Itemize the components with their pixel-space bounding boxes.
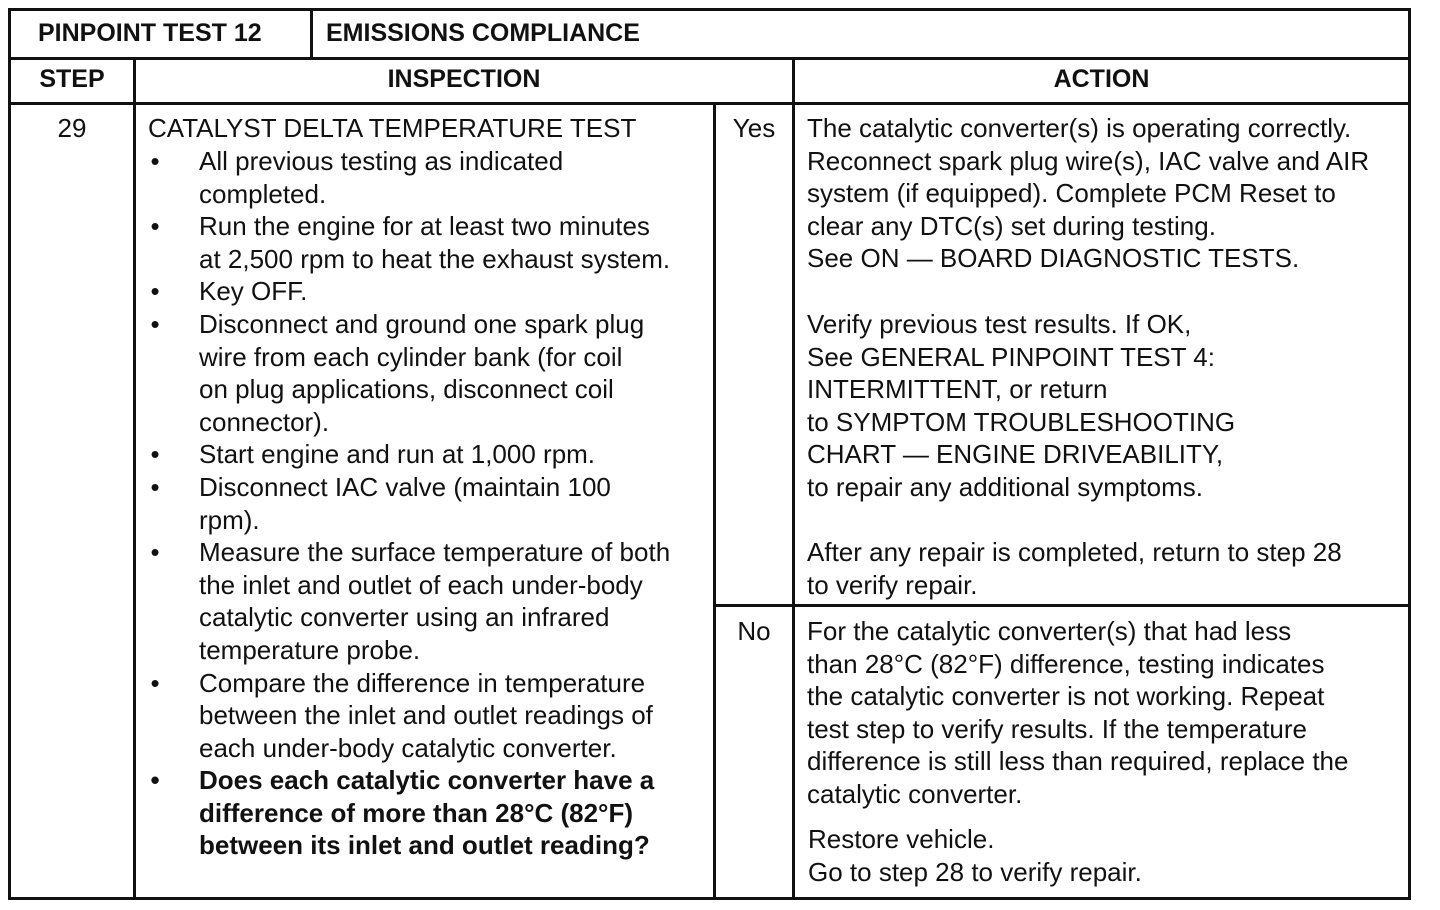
action-line: See GENERAL PINPOINT TEST 4: — [807, 341, 1215, 372]
inspection-title: CATALYST DELTA TEMPERATURE TEST — [148, 113, 637, 143]
inspection-bullet-item — [149, 308, 670, 438]
yes-label: Yes — [732, 113, 776, 143]
action-line: The catalytic converter(s) is operating correctly. — [807, 113, 1352, 143]
inspection-bullet-item — [149, 667, 670, 765]
yes-action-paragraph — [807, 536, 1342, 601]
inspection-bullet-item — [149, 536, 670, 666]
action-line: See ON — BOARD DIAGNOSTIC TESTS. — [807, 243, 1300, 274]
action-line: than 28°C (82°F) difference, testing indicates — [807, 648, 1325, 679]
action-line: Go to step 28 to verify repair. — [808, 856, 1142, 887]
inspection-bullet-item — [149, 471, 670, 536]
inspection-bullet-line: on plug applications, disconnect coil — [199, 374, 614, 405]
inspection-bullet-item — [149, 210, 670, 275]
no-label: No — [737, 616, 771, 646]
inspection-bullet-line: Compare the difference in temperature — [199, 667, 646, 698]
yes-no-divider — [713, 604, 1411, 607]
inspection-bullet-line: between the inlet and outlet readings of — [199, 700, 653, 731]
inspection-bullet-line: at 2,500 rpm to heat the exhaust system. — [199, 243, 671, 274]
action-line: Restore vehicle. — [808, 824, 995, 854]
bullet-glyph: • — [150, 765, 160, 796]
inspection-bullet-item — [149, 145, 670, 210]
inspection-bullet-line: completed. — [199, 178, 327, 209]
inspection-bullet-line: catalytic converter using an infrared — [199, 602, 610, 633]
action-line: test step to verify results. If the temperature — [807, 713, 1307, 744]
inspection-bullet-line: Measure the surface temperature of both — [199, 537, 671, 568]
action-line: to repair any additional symptoms. — [807, 471, 1203, 502]
step-column-divider — [133, 57, 136, 900]
inspection-bullet-line: Does each catalytic converter have a — [199, 765, 655, 796]
action-line: CHART — ENGINE DRIVEABILITY, — [807, 439, 1224, 470]
inspection-bullet-list — [149, 145, 670, 862]
bullet-glyph: • — [150, 537, 160, 568]
inspection-bullet-line: Run the engine for at least two minutes — [199, 211, 650, 242]
answer-column-divider — [713, 102, 716, 900]
inspection-bullet-line: temperature probe. — [199, 634, 421, 665]
inspection-bullet-line: connector). — [199, 406, 330, 437]
action-line: After any repair is completed, return to step 28 — [807, 537, 1342, 567]
inspection-bullet-line: Disconnect and ground one spark plug — [199, 308, 645, 339]
table-bottom-border — [8, 897, 1411, 900]
inspection-bullet-line: All previous testing as indicated — [199, 146, 564, 176]
bullet-glyph: • — [150, 471, 160, 502]
column-header-action: ACTION — [1053, 65, 1150, 93]
action-line: difference is still less than required, replace the — [807, 746, 1349, 777]
action-line: catalytic converter. — [807, 778, 1023, 809]
inspection-bullet-line: each under-body catalytic converter. — [199, 732, 617, 763]
bullet-glyph: • — [150, 667, 160, 698]
no-action-paragraph — [807, 615, 1348, 811]
inspection-bullet-line: between its inlet and outlet reading? — [199, 830, 650, 861]
yes-action-paragraph — [807, 308, 1235, 504]
bullet-glyph: • — [150, 308, 160, 339]
inspection-bullet-line: Disconnect IAC valve (maintain 100 — [199, 471, 611, 502]
test-name: EMISSIONS COMPLIANCE — [326, 19, 640, 47]
bullet-glyph: • — [150, 439, 160, 470]
action-line: the catalytic converter is not working. Repeat — [807, 681, 1325, 712]
action-line: clear any DTC(s) set during testing. — [807, 210, 1216, 241]
header-divider — [8, 57, 1411, 60]
inspection-bullet-item — [149, 764, 670, 862]
action-line: to verify repair. — [807, 569, 978, 600]
bullet-glyph: • — [150, 276, 160, 307]
inspection-bullet-line: difference of more than 28°C (82°F) — [199, 797, 633, 828]
step-number: 29 — [57, 113, 87, 143]
bullet-glyph: • — [150, 146, 160, 176]
column-header-divider — [8, 102, 1411, 105]
table-right-border — [1408, 8, 1411, 900]
inspection-bullet-line: wire from each cylinder bank (for coil — [199, 341, 623, 372]
column-header-step: STEP — [39, 65, 105, 93]
inspection-bullet-item — [149, 275, 670, 308]
action-column-divider — [792, 57, 795, 900]
test-id: PINPOINT TEST 12 — [38, 19, 262, 47]
title-divider — [310, 8, 313, 60]
inspection-bullet-line: rpm). — [199, 504, 260, 535]
inspection-bullet-line: Key OFF. — [199, 276, 308, 307]
inspection-bullet-item — [149, 438, 670, 471]
action-line: Reconnect spark plug wire(s), IAC valve and AIR — [807, 145, 1370, 176]
no-action-paragraph — [808, 823, 1142, 888]
action-line: system (if equipped). Complete PCM Reset to — [807, 178, 1336, 209]
action-line: For the catalytic converter(s) that had less — [807, 616, 1292, 646]
action-line: INTERMITTENT, or return — [807, 374, 1108, 405]
inspection-bullet-line: Start engine and run at 1,000 rpm. — [199, 439, 596, 470]
action-line: Verify previous test results. If OK, — [807, 309, 1192, 339]
column-header-inspection: INSPECTION — [387, 65, 541, 93]
inspection-bullet-line: the inlet and outlet of each under-body — [199, 569, 643, 600]
table-top-border — [8, 8, 1411, 11]
action-line: to SYMPTOM TROUBLESHOOTING — [807, 406, 1236, 437]
yes-action-paragraph — [807, 112, 1369, 275]
bullet-glyph: • — [150, 211, 160, 242]
